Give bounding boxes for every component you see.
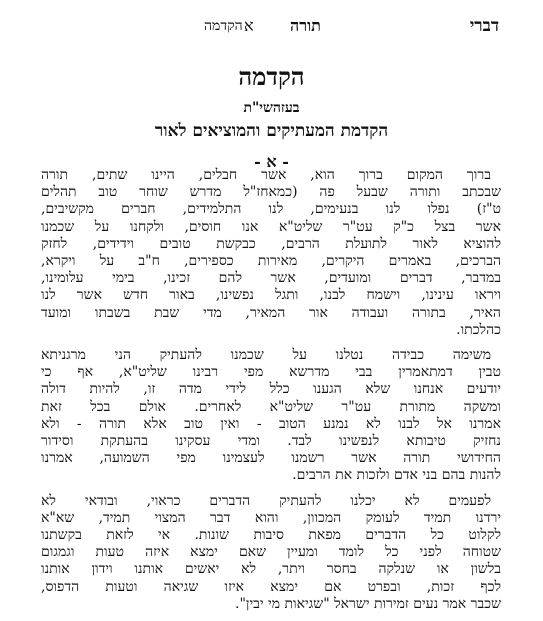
text-line: אמרנו אל לבנו לא נמנע הטוב - ואין טוב אלא תורה - ולא xyxy=(41,415,501,432)
text-line: לכף זכות, ובפרט אם ימצא איזו שגיאה וטעות הדפוס, xyxy=(41,578,501,595)
text-line: ויראו עינינו, וישמח לבנו, ותגל נפשינו, באור חדש אשר לנו xyxy=(41,287,501,304)
section-number: - א - xyxy=(254,152,289,171)
text-line: האיר, בתורה ועבודה אור המאיר, מדי שבת בשבתו ומועד xyxy=(41,304,501,321)
body-text xyxy=(41,167,501,621)
text-line: לפעמים לא יכלנו להעתיק הדברים כראוי, ובודאי לא xyxy=(41,492,491,509)
text-line: ירדנו תמיד לעומק המכוון, והוא דבר המצוי תמיד, שא"א xyxy=(41,509,501,526)
dedication-abbrev: בעזהשי"ת xyxy=(243,100,300,116)
text-line: לקלוט כל הדברים מפאת סיבות שונות. אי לזאת בקשתנו xyxy=(41,527,501,544)
section-subtitle: הקדמת המעתיקים והמוציאים לאור xyxy=(154,121,389,141)
page-title: הקדמה xyxy=(238,62,305,91)
header-page-number: א xyxy=(244,16,254,35)
paragraph xyxy=(41,167,501,339)
paragraph xyxy=(41,493,501,613)
text-line: במדבר, דברים ומועדים, אשר להם זכינו, בימי עלומינו, xyxy=(41,270,501,287)
text-line: בלשון או שנלקה בחסר ויתר, לא יאשים אותנו וידון אותנו xyxy=(41,561,501,578)
text-line: טבין דמתאמרין בבי מדרשא מפי רבינו שליט"א, אף כי xyxy=(41,364,501,381)
text-line: אשר בצל כ"ק עט"ר שליט"א אנו חוסים, ולקחנו על שכמנו xyxy=(41,218,501,235)
header-book-name: דברי xyxy=(469,16,499,36)
text-line: כהלכתו. xyxy=(456,321,501,338)
text-line: שטוחה לפני כל לומד ומעיין שאם ימצא איזה טעות וגמגום xyxy=(41,544,501,561)
text-line: הברכים, באמרים היקרים, מאירות כספירים, ח"ב על ויקרא, xyxy=(41,253,501,270)
text-line: להוציא לאור לתועלת הרבים, כבקשת טובים וידידים, לחזק xyxy=(41,235,501,252)
text-line: ברוך המקום ברוך הוא, אשר חבלים, היינו שתים, תורה xyxy=(41,167,491,183)
text-line: להנות בהם בני אדם ולזכות את הרבים. xyxy=(292,467,501,484)
paragraph xyxy=(41,347,501,485)
text-line: שכבר אמר נעים זמירות ישראל "שגיאות מי יבין". xyxy=(235,595,501,612)
header-torah: תורה xyxy=(290,16,321,35)
text-line: יודעים אנחנו שלא הגענו כלל לידי מדה זו, להיות דולה xyxy=(41,381,501,398)
text-line: משימה כבידה נטלנו על שכמנו להעתיק הני מרגניתא xyxy=(41,347,491,364)
text-line: ומשקה מתורת עט"ר שליט"א לאחרים. אולם בכל זאת xyxy=(41,398,501,415)
text-line: החידושי תורה אשר רשמנו לעצמינו מפי השמועה, אמרנו xyxy=(41,450,501,467)
text-line: ט"ז) נפלו לנו בנעימים, לנו התלמידים, חברים מקשיבים, xyxy=(41,201,501,218)
header-section: הקדמה xyxy=(204,18,243,34)
text-line: שבכתב ותורה שבעל פה (כמאחז"ל מדרש שוחר טוב תהלים xyxy=(41,184,501,201)
text-line: נחזיק טיבותא לנפשינו לבד. ומדי עסקינו בהעתקת וסידור xyxy=(41,433,501,450)
running-header xyxy=(0,16,543,42)
